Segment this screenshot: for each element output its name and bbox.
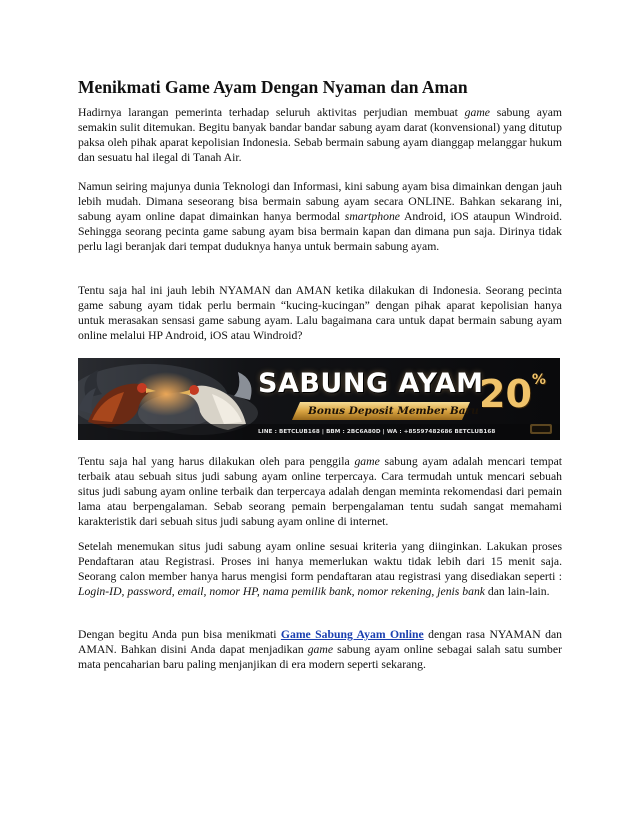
paragraph-4-text-a: Tentu saja hal yang harus dilakukan oleh para penggila bbox=[78, 455, 355, 468]
paragraph-1-text-b: sabung ayam semakin sulit ditemukan. Begitu banyak bandar bandar sabung ayam darat (konvensional) yang ditutup paksa oleh pihak aparat kepolisian Indonesia. Sebab bermain sabung ayam dianggap melanggar hukum dan sesuatu hal ilegal di Tanah Air. bbox=[78, 106, 563, 164]
paragraph-2-text-a: Namun seiring majunya dunia Teknologi dan Informasi, kini sabung ayam bisa dimainkan dengan jauh lebih mudah. Dimana seseorang bisa bermain sabung ayam secara ONLINE. Bahkan sekarang ini, sabung ayam online dapat dimainkan hanya bermodal bbox=[78, 180, 562, 223]
game-sabung-ayam-online-link[interactable]: Game Sabung Ayam Online bbox=[280, 628, 424, 641]
paragraph-2 bbox=[78, 180, 562, 255]
paragraph-6-text-b: dengan rasa NYAMAN dan AMAN. Bahkan disini Anda dapat menjadikan bbox=[78, 628, 562, 656]
banner-title: SABUNG AYAM bbox=[258, 368, 484, 399]
paragraph-4-emphasis: game bbox=[354, 455, 380, 468]
paragraph-1-emphasis: game bbox=[464, 106, 490, 119]
paragraph-2-emphasis: smartphone bbox=[344, 209, 400, 223]
paragraph-5-text-a: Setelah menemukan situs judi sabung ayam online sesuai kriteria yang diinginkan. Lakukan proses Pendaftaran atau Registrasi. Proses ini hanya memerlukan waktu tidak lebih dari 15 menit saja. Seorang calon member hanya harus mengisi form pendaftaran atau registrasi yang disediakan seperti : bbox=[78, 540, 562, 583]
paragraph-6-emphasis: game bbox=[307, 642, 334, 656]
banner-percent-sign: % bbox=[531, 372, 546, 388]
paragraph-2-text-b: Android, iOS ataupun Windroid. Sehingga seorang pecinta game sabung ayam bisa bermain kapan dan dimana pun saja. Dirinya tidak perlu lagi beranjak dari tempat duduknya hanya untuk bermain sabung ayam. bbox=[78, 209, 563, 253]
paragraph-1-text-a: Hadirnya larangan pemerinta terhadap seluruh aktivitas perjudian membuat bbox=[78, 106, 465, 119]
paragraph-5 bbox=[78, 540, 562, 600]
banner-subtitle: Bonus Deposit Member Baru bbox=[308, 405, 479, 417]
paragraph-4-text-b: sabung ayam adalah mencari tempat terbaik atau sebuah situs judi sabung ayam online terpercaya. Cara termudah untuk mencari sebuah situs judi sabung ayam online terbaik dan terpercaya adalah dengan meminta rekomendasi dari pemain lama atau berpengalaman. Sebab seorang pemain berpengalaman tentu sudah sangat memahami karakteristik dari sebuah situs judi sabung ayam online di internet. bbox=[78, 455, 563, 528]
sabung-ayam-banner[interactable] bbox=[78, 358, 560, 440]
paragraph-6-text-c: sabung ayam online sebagai salah satu sumber mata pencaharian baru paling menjanjikan di era modern seperti sekarang. bbox=[78, 642, 562, 671]
paragraph-6-text-a: Dengan begitu Anda pun bisa menikmati bbox=[78, 628, 281, 641]
paragraph-6 bbox=[78, 628, 562, 673]
banner-percent-value: 20 bbox=[479, 372, 532, 416]
banner-contact-line: LINE : BETCLUB168 | BBM : 2BC6A80D | WA : +85597482686 BETCLUB168 bbox=[258, 429, 496, 435]
paragraph-1 bbox=[78, 106, 562, 166]
banner-percent bbox=[479, 368, 546, 420]
paragraph-3: Tentu saja hal ini jauh lebih NYAMAN dan AMAN ketika dilakukan di Indonesia. Seorang pecinta game sabung ayam tidak perlu bermain “kucing-kucingan” dengan pihak aparat kepolisian hanya untuk merasakan sensasi game sabung ayam. Lalu bagaimana cara untuk dapat bermain sabung ayam online melalui HP Android, iOS atau Windroid? bbox=[78, 284, 562, 342]
paragraph-5-text-b: dan lain-lain. bbox=[484, 584, 550, 598]
paragraph-5-emphasis: Login-ID, password, email, nomor HP, nama pemilik bank, nomor rekening, jenis bank bbox=[78, 584, 485, 598]
document-title: Menikmati Game Ayam Dengan Nyaman dan Aman bbox=[78, 77, 468, 97]
paragraph-4 bbox=[78, 455, 562, 530]
